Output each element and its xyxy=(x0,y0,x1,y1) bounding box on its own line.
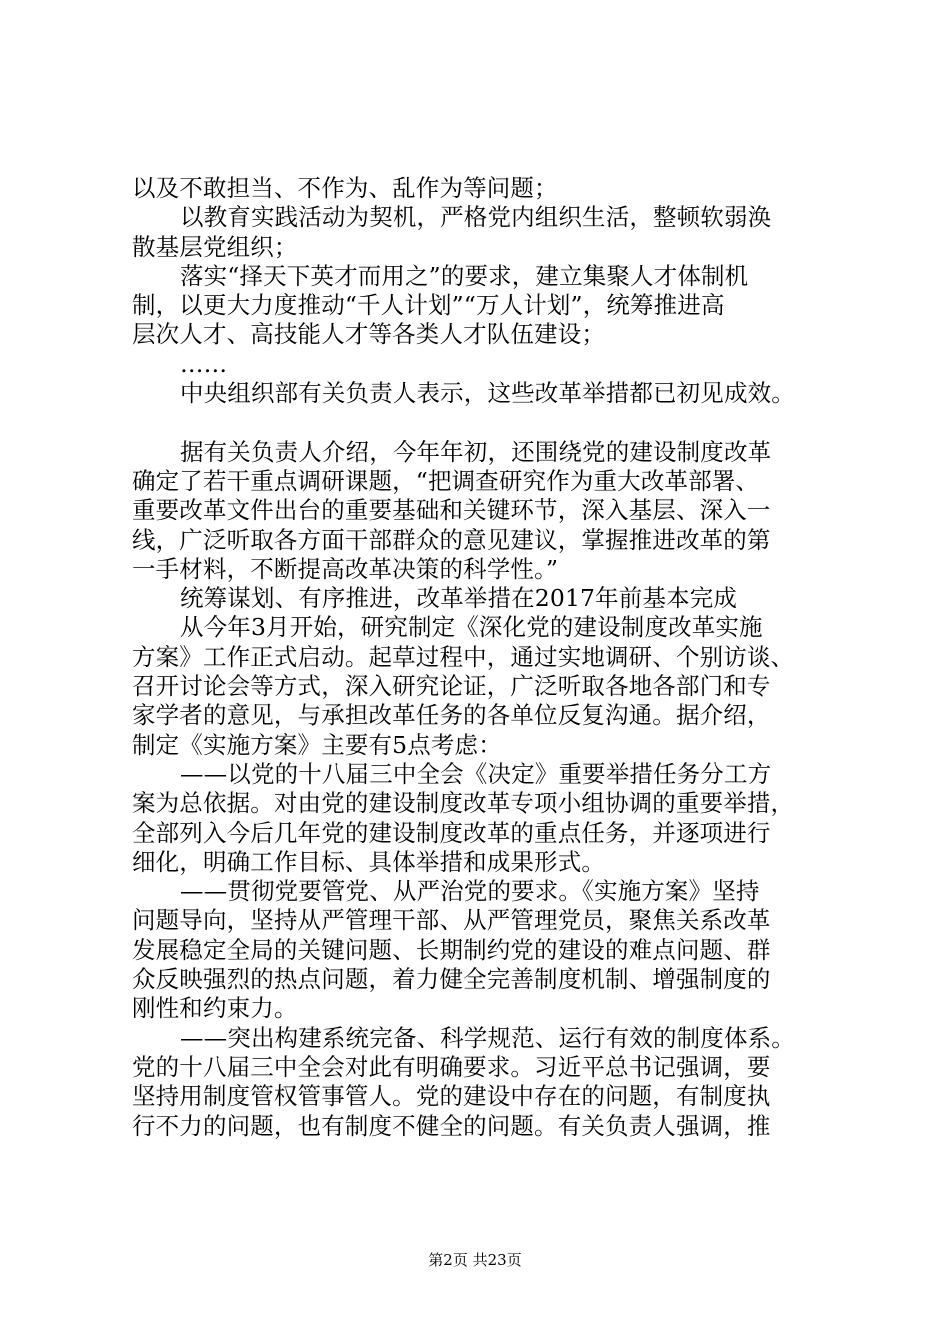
text-line: 从今年3月开始，研究制定《深化党的建设制度改革实施 xyxy=(180,613,763,642)
text-line: 制定《实施方案》主要有5点考虑： xyxy=(132,730,502,759)
text-line: 案为总依据。对由党的建设制度改革专项小组协调的重要举措， xyxy=(132,789,795,818)
blank-line xyxy=(132,408,844,437)
text-line: 一手材料，不断提高改革决策的科学性。” xyxy=(132,554,559,583)
text-line: 中央组织部有关负责人表示，这些改革举措都已初见成效。 xyxy=(180,379,795,408)
text-line: 落实“择天下英才而用之”的要求，建立集聚人才体制机 xyxy=(180,261,749,290)
document-body xyxy=(132,174,844,1141)
text-line: 坚持用制度管权管事管人。党的建设中存在的问题，有制度执 xyxy=(132,1082,771,1111)
page-footer: 第2页 共23页 xyxy=(428,1251,522,1269)
text-line: 召开讨论会等方式，深入研究论证，广泛听取各地各部门和专 xyxy=(132,672,771,701)
text-line: …… xyxy=(180,349,228,378)
text-line: 散基层党组织； xyxy=(132,232,298,261)
text-line: 线，广泛听取各方面干部群众的意见建议，掌握推进改革的第 xyxy=(132,525,771,554)
text-line: 以教育实践活动为契机，严格党内组织生活，整顿软弱涣 xyxy=(180,203,772,232)
text-line: 重要改革文件出台的重要基础和关键环节，深入基层、深入一 xyxy=(132,496,771,525)
text-line: 党的十八届三中全会对此有明确要求。习近平总书记强调，要 xyxy=(132,1052,771,1081)
text-line: 方案》工作正式启动。起草过程中，通过实地调研、个别访谈、 xyxy=(132,642,795,671)
text-line: 确定了若干重点调研课题，“把调查研究作为重大改革部署、 xyxy=(132,466,760,495)
text-line: 发展稳定全局的关键问题、长期制约党的建设的难点问题、群 xyxy=(132,935,771,964)
text-line: 制，以更大力度推动“千人计划”“万人计划”，统筹推进高 xyxy=(132,291,725,320)
text-line: 家学者的意见，与承担改革任务的各单位反复沟通。据介绍， xyxy=(132,701,771,730)
text-line: 问题导向，坚持从严管理干部、从严管理党员，聚焦关系改革 xyxy=(132,906,771,935)
text-line: 以及不敢担当、不作为、乱作为等问题； xyxy=(132,174,558,202)
text-line: 刚性和约束力。 xyxy=(132,994,298,1023)
text-line: 众反映强烈的热点问题，着力健全完善制度机制、增强制度的 xyxy=(132,965,771,994)
text-line: ——以党的十八届三中全会《决定》重要举措任务分工方 xyxy=(180,759,772,788)
text-line: 统筹谋划、有序推进，改革举措在2017年前基本完成 xyxy=(180,584,738,613)
text-line: 行不力的问题，也有制度不健全的问题。有关负责人强调，推 xyxy=(132,1111,771,1140)
text-line: 据有关负责人介绍，今年年初，还围绕党的建设制度改革 xyxy=(180,437,772,466)
text-line: 全部列入今后几年党的建设制度改革的重点任务，并逐项进行 xyxy=(132,818,771,847)
text-line: ——贯彻党要管党、从严治党的要求。《实施方案》坚持 xyxy=(180,877,760,906)
text-line: 细化，明确工作目标、具体举措和成果形式。 xyxy=(132,847,605,876)
text-line: 层次人才、高技能人才等各类人才队伍建设； xyxy=(132,320,605,349)
text-line: ——突出构建系统完备、科学规范、运行有效的制度体系。 xyxy=(180,1023,795,1052)
